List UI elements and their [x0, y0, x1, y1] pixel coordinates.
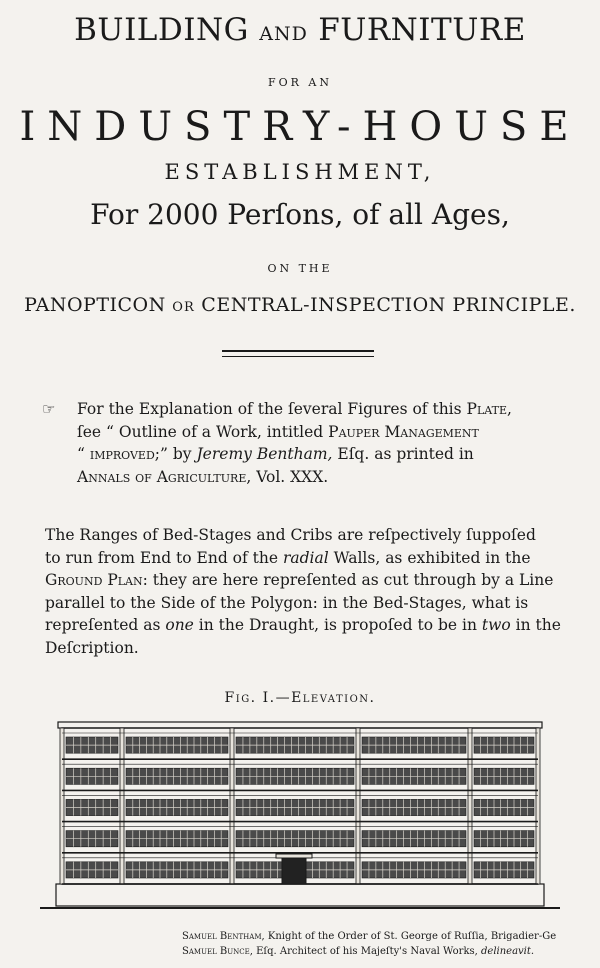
- explanation-line-2: ſee “ Outline of a Work, intitled Pauper Management: [77, 422, 479, 441]
- building-pier: [468, 728, 472, 884]
- figure-label: Fig. I.—Elevation.: [224, 690, 376, 706]
- building-elevation: [40, 718, 560, 914]
- building-pier: [120, 728, 124, 884]
- title-line-7: PANOPTICON OR CENTRAL-INSPECTION PRINCIPLE.: [24, 294, 576, 316]
- title-divider-thin: [222, 356, 374, 357]
- building-pier: [356, 728, 360, 884]
- description-line-6: Deſcription.: [45, 638, 139, 657]
- title-divider-thick: [222, 350, 374, 352]
- description-line-4: parallel to the Side of the Polygon: in the Bed-Stages, what is: [45, 593, 529, 612]
- door-lintel: [276, 854, 312, 858]
- description-paragraph: [45, 524, 561, 659]
- description-line-3: Ground Plan: they are here repreſented as cut through by a Line: [45, 571, 554, 589]
- caption-line-2: Samuel Bunce, Eſq. Architect of his Majeſty's Naval Works, delineavit.: [182, 946, 535, 957]
- title-line-6: ON THE: [267, 262, 333, 275]
- description-line-5: repreſented as one in the Draught, is propoſed to be in two in the: [45, 616, 561, 634]
- building-door: [282, 858, 306, 884]
- building-pier: [230, 728, 234, 884]
- title-line-5: For 2000 Perſons, of all Ages,: [90, 198, 510, 231]
- building-plinth: [56, 884, 544, 906]
- title-line-3: INDUSTRY-HOUSE: [19, 104, 581, 150]
- description-line-2: to run from End to End of the radial Walls, as exhibited in the: [45, 548, 531, 567]
- explanation-line-1: For the Explanation of the ſeveral Figures of this Plate,: [77, 400, 512, 418]
- caption-line-1: Samuel Bentham, Knight of the Order of St. George of Ruſſia, Brigadier-Ge: [182, 931, 557, 942]
- explanation-line-4: Annals of Agriculture, Vol. XXX.: [77, 467, 329, 486]
- building-pier: [60, 728, 64, 884]
- description-line-1: The Ranges of Bed-Stages and Cribs are reſpectively ſuppoſed: [45, 526, 536, 544]
- engraver-caption: [182, 929, 556, 959]
- title-line-2: FOR AN: [268, 76, 332, 89]
- building-cornice: [58, 722, 542, 728]
- building-pier: [536, 728, 540, 884]
- pointing-hand-icon: ☞: [42, 400, 56, 418]
- title-line-4: ESTABLISHMENT,: [164, 160, 436, 184]
- explanation-line-3: “ improved;” by Jeremy Bentham, Eſq. as printed in: [77, 445, 474, 463]
- title-line-1: BUILDING AND FURNITURE: [74, 12, 526, 48]
- explanation-paragraph: [77, 398, 512, 488]
